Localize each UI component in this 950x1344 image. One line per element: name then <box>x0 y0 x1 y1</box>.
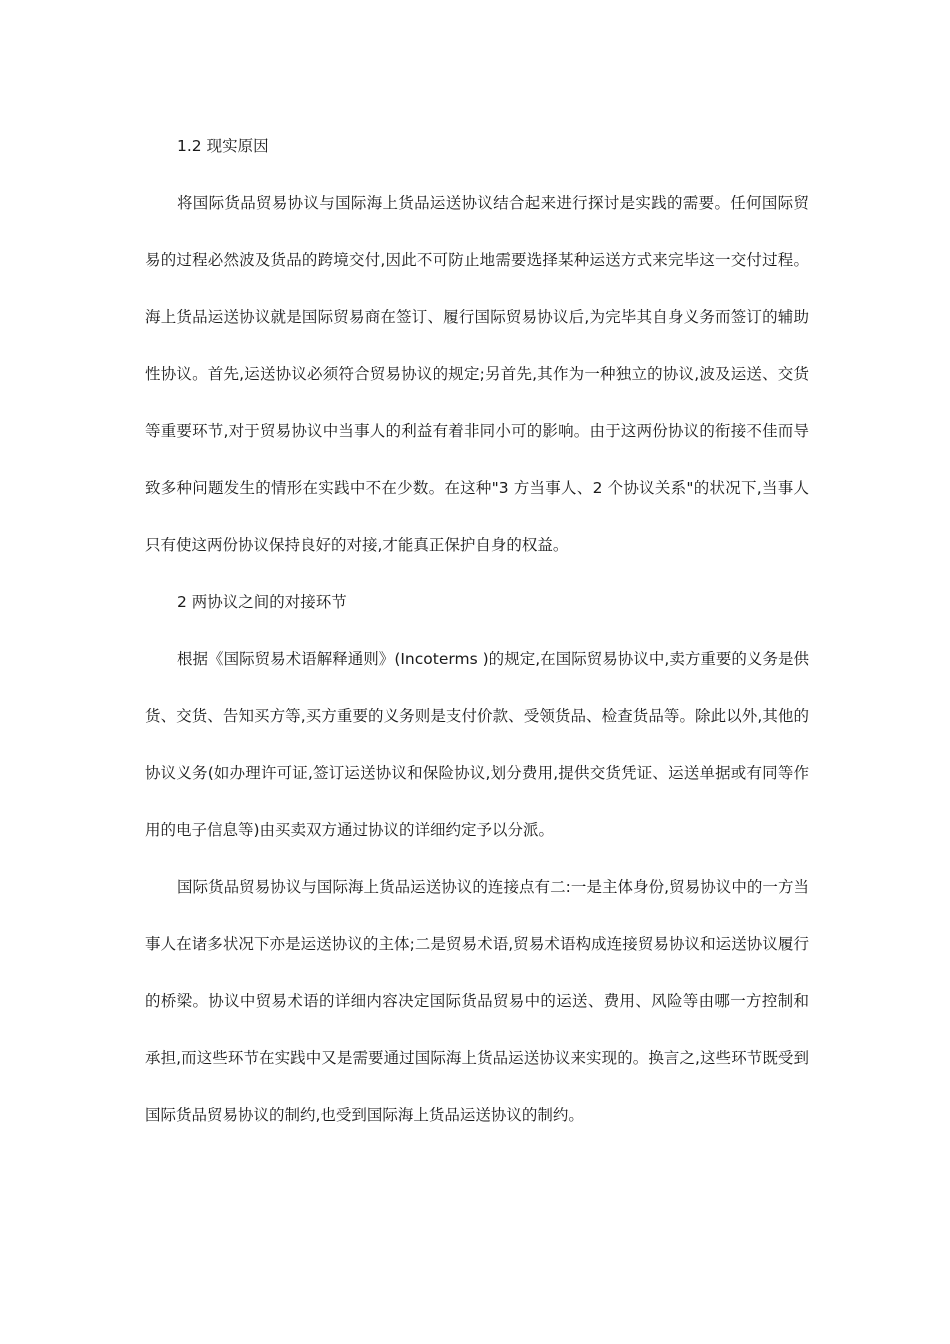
section-heading-1-2: 1.2 现实原因 <box>177 137 269 155</box>
section-heading-2: 2 两协议之间的对接环节 <box>177 593 347 611</box>
document-body <box>145 118 809 1144</box>
paragraph-practical-reason: 将国际货品贸易协议与国际海上货品运送协议结合起来进行探讨是实践的需要。任何国际贸易的过程必然波及货品的跨境交付,因此不可防止地需要选择某种运送方式来完毕这一交付过程。海上货品运送协议就是国际贸易商在签订、履行国际贸易协议后,为完毕其自身义务而签订的辅助性协议。首先,运送协议必须符合贸易协议的规定;另首先,其作为一种独立的协议,波及运送、交货等重要环节,对于贸易协议中当事人的利益有着非同小可的影响。由于这两份协议的衔接不佳而导致多种问题发生的情形在实践中不在少数。在这种"3 方当事人、2 个协议关系"的状况下,当事人只有使这两份协议保持良好的对接,才能真正保护自身的权益。 <box>145 194 809 554</box>
paragraph-connection-points: 国际货品贸易协议与国际海上货品运送协议的连接点有二:一是主体身份,贸易协议中的一方当事人在诸多状况下亦是运送协议的主体;二是贸易术语,贸易术语构成连接贸易协议和运送协议履行的桥梁。协议中贸易术语的详细内容决定国际货品贸易中的运送、费用、风险等由哪一方控制和承担,而这些环节在实践中又是需要通过国际海上货品运送协议来实现的。换言之,这些环节既受到国际货品贸易协议的制约,也受到国际海上货品运送协议的制约。 <box>145 878 809 1124</box>
paragraph-incoterms: 根据《国际贸易术语解释通则》(Incoterms )的规定,在国际贸易协议中,卖方重要的义务是供货、交货、告知买方等,买方重要的义务则是支付价款、受领货品、检查货品等。除此以外,其他的协议义务(如办理许可证,签订运送协议和保险协议,划分费用,提供交货凭证、运送单据或有同等作用的电子信息等)由买卖双方通过协议的详细约定予以分派。 <box>145 650 809 839</box>
